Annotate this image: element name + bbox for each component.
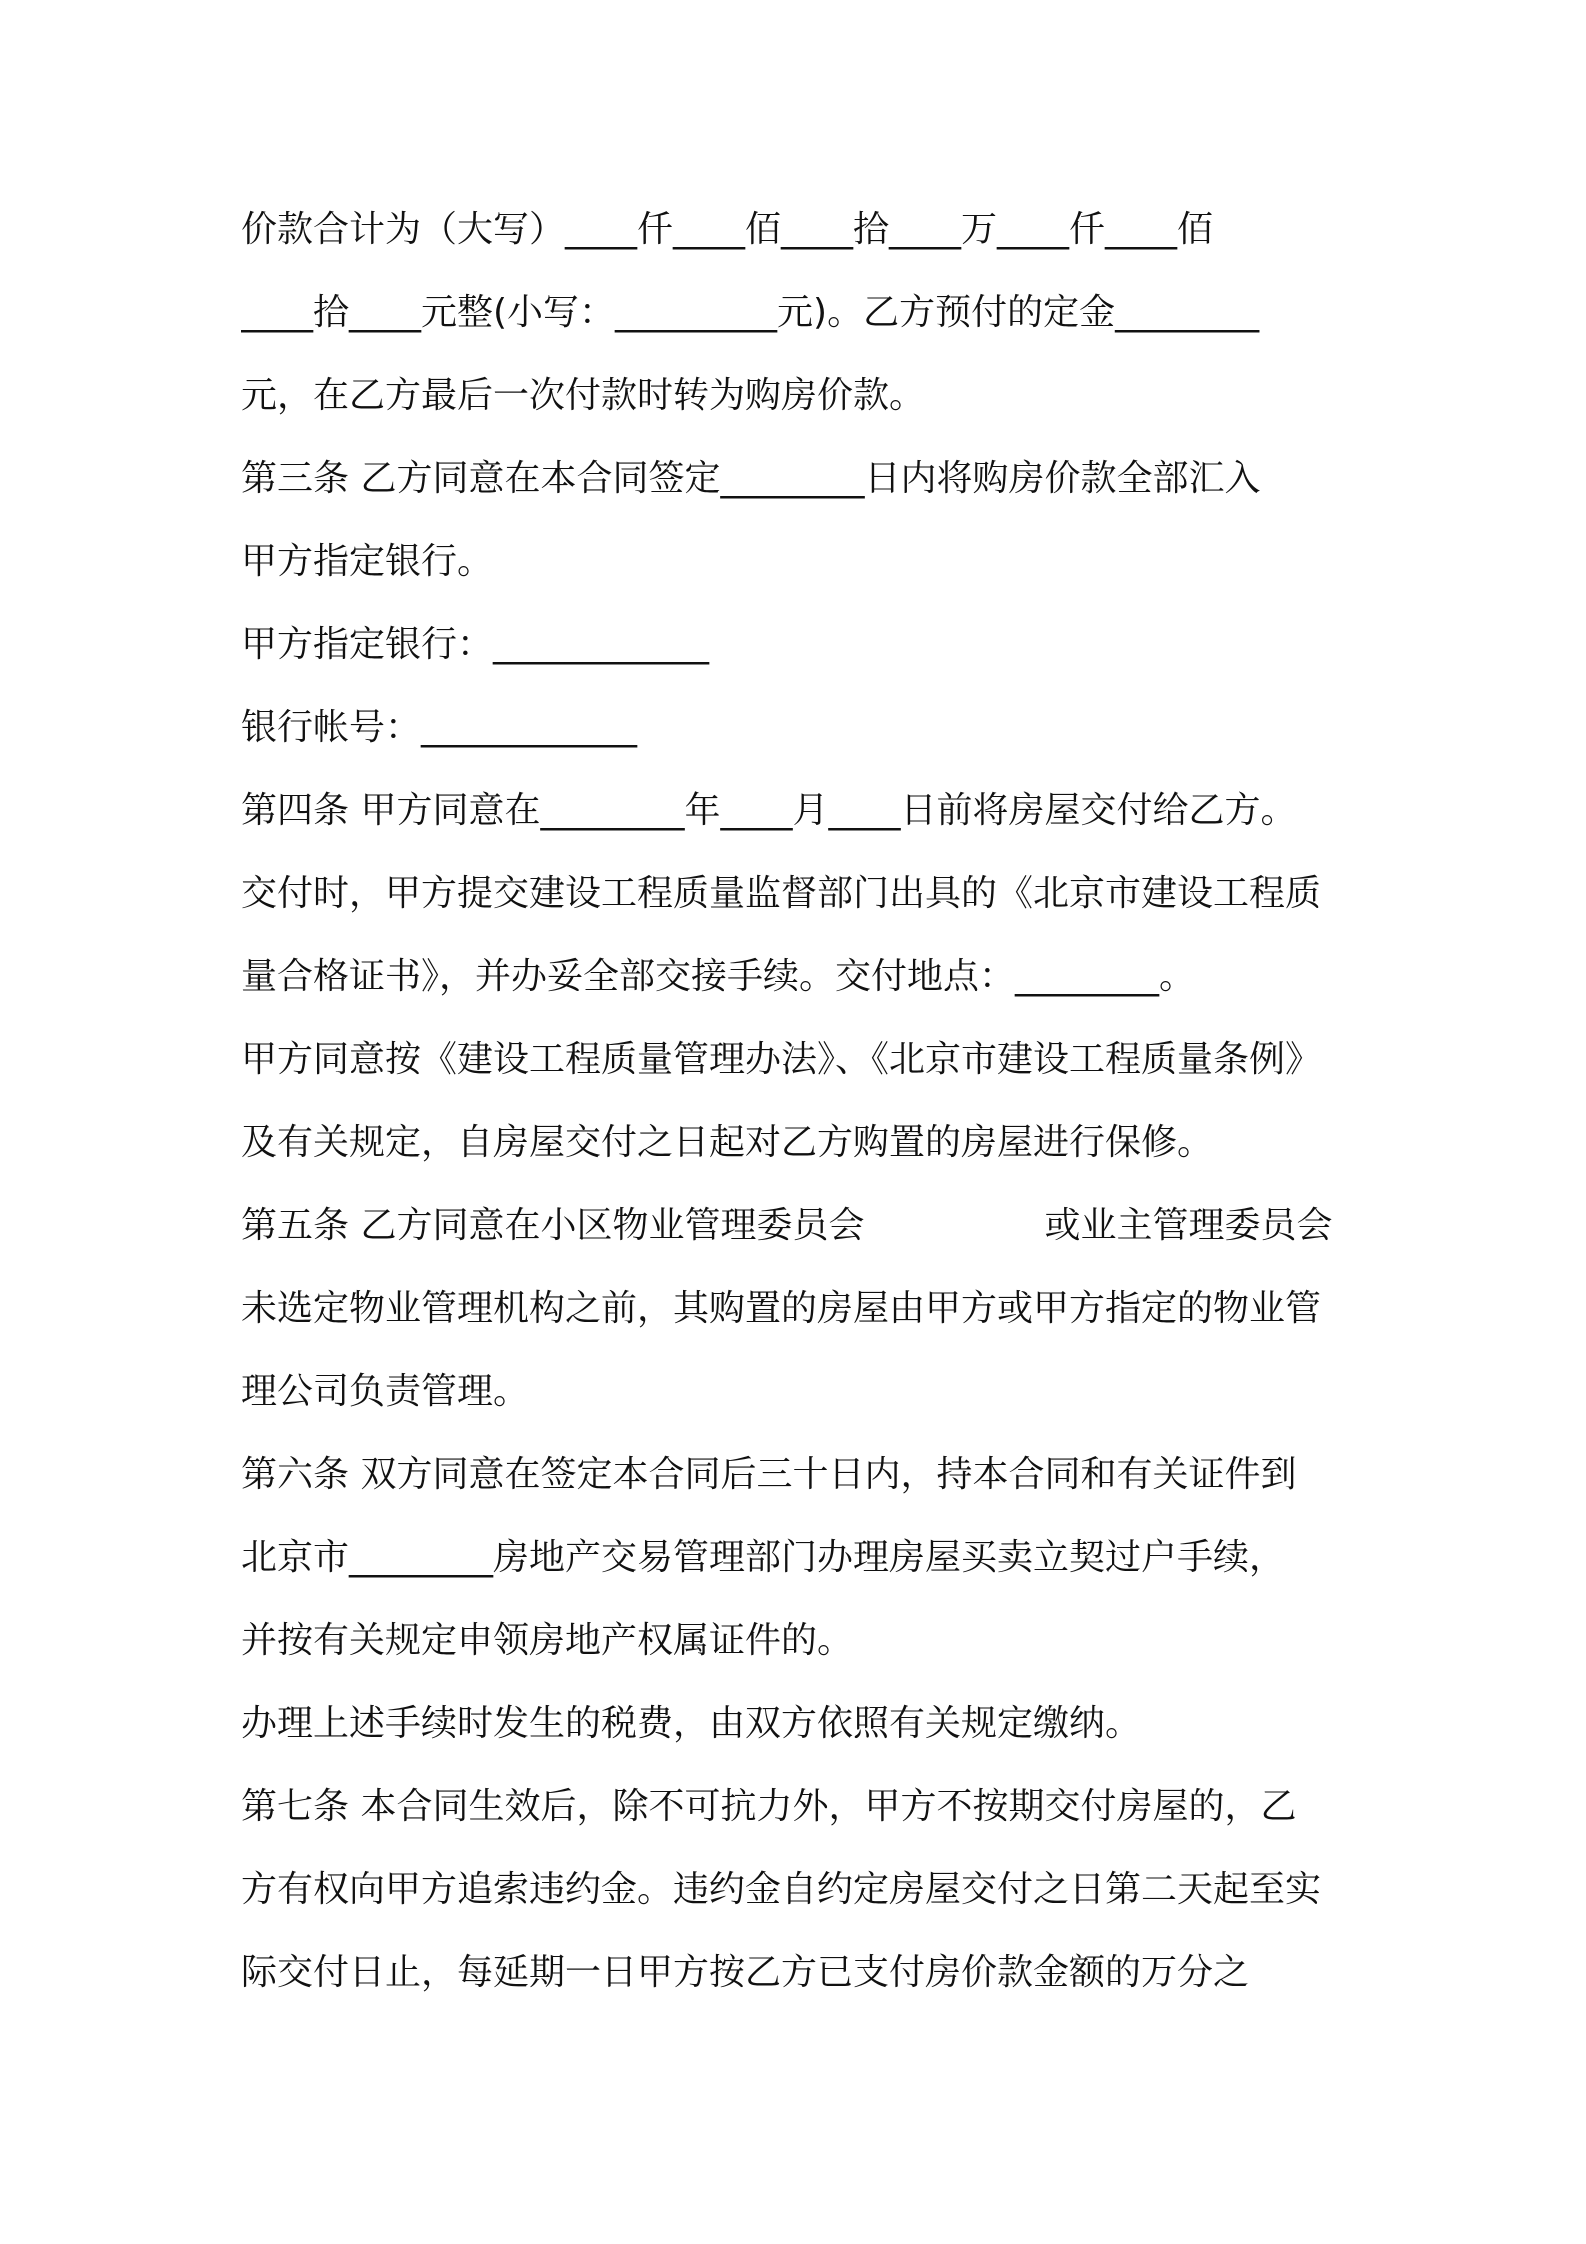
text-line: 并按有关规定申领房地产权属证件的。 xyxy=(241,1620,854,1661)
text-line: 办理上述手续时发生的税费，由双方依照有关规定缴纳。 xyxy=(241,1703,1142,1744)
text-line: 第四条 甲方同意在________年____月____日前将房屋交付给乙方。 xyxy=(241,790,1297,831)
text-line: 第七条 本合同生效后，除不可抗力外，甲方不按期交付房屋的，乙 xyxy=(241,1786,1297,1827)
text-line: 理公司负责管理。 xyxy=(241,1371,530,1412)
text-line: 第三条 乙方同意在本合同签定________日内将购房价款全部汇入 xyxy=(241,458,1261,499)
text-line: 第五条 乙方同意在小区物业管理委员会 或业主管理委员会 xyxy=(241,1205,1333,1246)
contract-text xyxy=(241,188,1351,2014)
text-line: 甲方同意按《建设工程质量管理办法》、《北京市建设工程质量条例》 xyxy=(241,1039,1322,1080)
text-line: 甲方指定银行。 xyxy=(241,541,494,582)
text-line: 际交付日止，每延期一日甲方按乙方已支付房价款金额的万分之 xyxy=(241,1952,1250,1993)
text-line: 未选定物业管理机构之前，其购置的房屋由甲方或甲方指定的物业管 xyxy=(241,1288,1322,1329)
text-line: 交付时，甲方提交建设工程质量监督部门出具的《北京市建设工程质 xyxy=(241,873,1322,914)
text-line: 及有关规定，自房屋交付之日起对乙方购置的房屋进行保修。 xyxy=(241,1122,1214,1163)
text-line: 价款合计为（大写）____仟____佰____拾____万____仟____佰 xyxy=(241,209,1214,250)
text-line: 量合格证书》，并办妥全部交接手续。交付地点：________。 xyxy=(241,956,1196,997)
text-line: 北京市________房地产交易管理部门办理房屋买卖立契过户手续， xyxy=(241,1537,1286,1578)
text-line: 第六条 双方同意在签定本合同后三十日内，持本合同和有关证件到 xyxy=(241,1454,1297,1495)
text-line: 方有权向甲方追索违约金。违约金自约定房屋交付之日第二天起至实 xyxy=(241,1869,1322,1910)
text-line: ____拾____元整(小写：_________元)。乙方预付的定金________ xyxy=(241,292,1260,333)
text-line: 元，在乙方最后一次付款时转为购房价款。 xyxy=(241,375,926,416)
text-line: 甲方指定银行：____________ xyxy=(241,624,710,665)
text-line: 银行帐号：____________ xyxy=(241,707,638,748)
